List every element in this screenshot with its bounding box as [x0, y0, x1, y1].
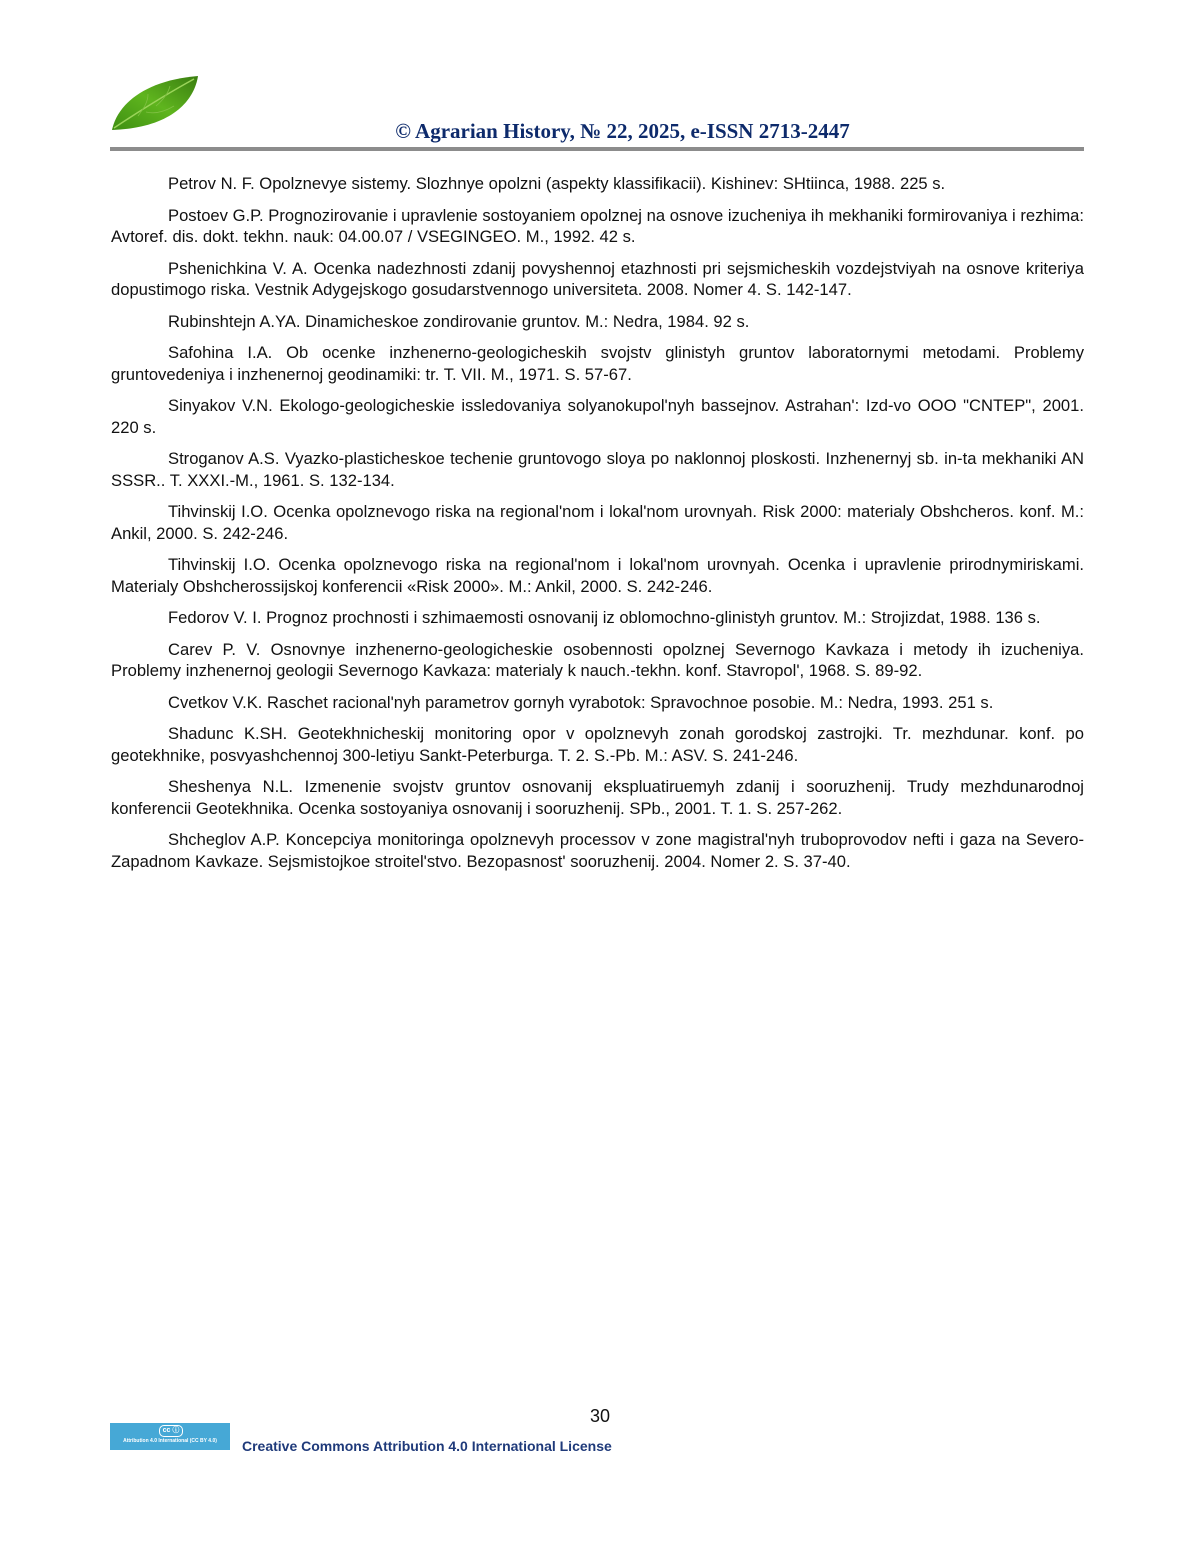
- reference-item: Carev P. V. Osnovnye inzhenerno-geologicheskie osobennosti opolznej Severnogo Kavkaza i metody ih izucheniya. Problemy inzhenernoj geologii Severnogo Kavkaza: materialy k nauch.-tekhn. konf. Stavropol', 1968. S. 89-92.: [111, 639, 1084, 680]
- reference-item: Safohina I.A. Ob ocenke inzhenerno-geologicheskih svojstv glinistyh gruntov laboratornymi metodami. Problemy gruntovedeniya i inzhenernoj geodinamiki: tr. T. VII. M., 1971. S. 57-67.: [111, 343, 1084, 384]
- cc-license-badge[interactable]: [110, 1423, 230, 1450]
- journal-title: © Agrarian History, № 22, 2025, e-ISSN 2713-2447: [395, 119, 850, 143]
- reference-item: Tihvinskij I.O. Ocenka opolznevogo riska na regional'nom i lokal'nom urovnyah. Risk 2000: materialy Obshcheros. konf. M.: Ankil, 2000. S. 242-246.: [111, 502, 1084, 543]
- header-divider: [110, 147, 1084, 151]
- reference-item: Shadunc K.SH. Geotekhnicheskij monitoring opor v opolznevyh zonah gorodskoj zastrojki. Tr. mezhdunar. konf. po geotekhnike, posvyashchennoj 300-letiyu Sankt-Peterburga. T. 2. S.-Pb. M.: ASV. S. 241-246.: [111, 724, 1084, 765]
- reference-item: Cvetkov V.K. Raschet racional'nyh parametrov gornyh vyrabotok: Spravochnoe posobie. M.: Nedra, 1993. 251 s.: [168, 692, 994, 712]
- reference-item: Sheshenya N.L. Izmenenie svojstv gruntov osnovanij ekspluatiruemyh zdanij i sooruzhenij. Trudy mezhdunarodnoj konferencii Geotekhnika. Ocenka sostoyaniya osnovanij i sooruzhenij. SPb., 2001. T. 1. S. 257-262.: [111, 777, 1084, 818]
- reference-item: Postoev G.P. Prognozirovanie i upravlenie sostoyaniem opolznej na osnove izucheniya ih mekhaniki formirovaniya i rezhima: Avtoref. dis. dokt. tekhn. nauk: 04.00.07 / VSEGINGEO. M., 1992. 42 s.: [111, 205, 1084, 246]
- reference-item: Rubinshtejn A.YA. Dinamicheskoe zondirovanie gruntov. M.: Nedra, 1984. 92 s.: [168, 311, 750, 331]
- reference-item: Fedorov V. I. Prognoz prochnosti i szhimaemosti osnovanij iz oblomochno-glinistyh gruntov. M.: Strojizdat, 1988. 136 s.: [168, 608, 1041, 627]
- cc-badge-text: Attribution 4.0 International (CC BY 4.0): [123, 1438, 217, 1444]
- reference-item: Sinyakov V.N. Ekologo-geologicheskie issledovaniya solyanokupol'nyh bassejnov. Astrahan': Izd-vo OOO "CNTEP", 2001. 220 s.: [111, 396, 1084, 437]
- license-link[interactable]: Creative Commons Attribution 4.0 International License: [242, 1438, 612, 1454]
- cc-logo-icon: cc ⓘ: [159, 1425, 183, 1437]
- reference-item: Stroganov A.S. Vyazko-plasticheskoe techenie gruntovogo sloya po naklonnoj ploskosti. Inzhenernyj sb. in-ta mekhaniki AN SSSR.. T. XXXI.-M., 1961. S. 132-134.: [111, 449, 1084, 490]
- page-number: 30: [589, 1406, 611, 1426]
- reference-item: Tihvinskij I.O. Ocenka opolznevogo riska na regional'nom i lokal'nom urovnyah. Ocenka i upravlenie prirodnymiriskami. Materialy Obshcherossijskoj konferencii «Risk 2000». M.: Ankil, 2000. S. 242-246.: [111, 555, 1084, 596]
- reference-item: Shcheglov A.P. Koncepciya monitoringa opolznevyh processov v zone magistral'nyh truboprovodov nefti i gaza na Severo-Zapadnom Kavkaze. Sejsmistojkoe stroitel'stvo. Bezopasnost' sooruzhenij. 2004. Nomer 2. S. 37-40.: [111, 830, 1084, 871]
- reference-list: [111, 173, 1084, 882]
- reference-item: Pshenichkina V. A. Ocenka nadezhnosti zdanij povyshennoj etazhnosti pri sejsmicheskih vozdejstviyah na osnove kriteriya dopustimogo riska. Vestnik Adygejskogo gosudarstvennogo universiteta. 2008. Nomer 4. S. 142-147.: [111, 258, 1084, 299]
- reference-item: Petrov N. F. Opolznevye sistemy. Slozhnye opolzni (aspekty klassifikacii). Kishinev: SHtiinca, 1988. 225 s.: [168, 174, 946, 193]
